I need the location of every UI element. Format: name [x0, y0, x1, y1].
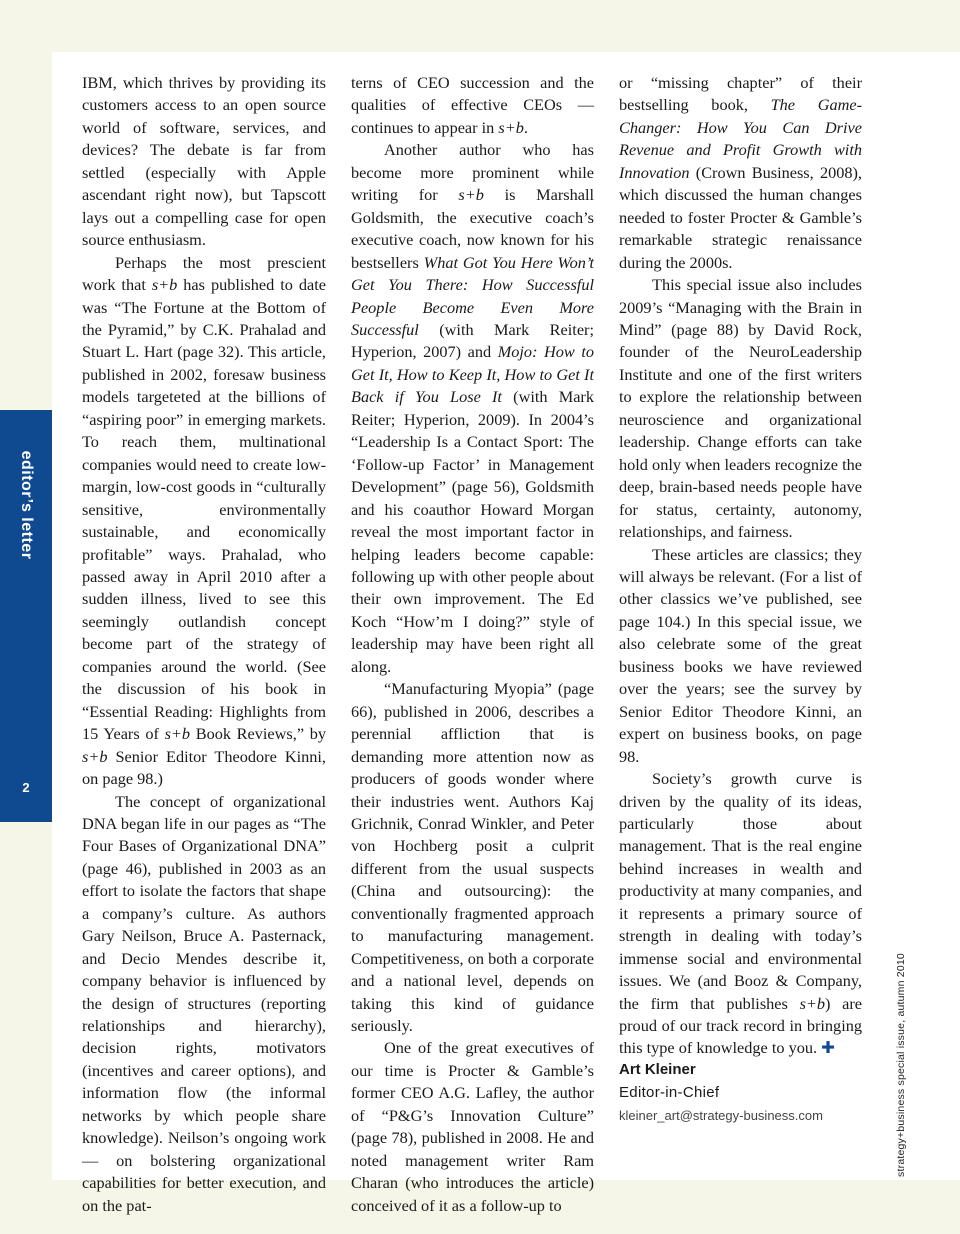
- paragraph: or “missing chapter” of their bestselling book, The Game-Changer: How You Can Drive Revenue and Profit Growth with Innovation (Crown Business, 2008), which discussed the human changes needed to foster Procter & Gamble’s remarkable strategic renaissance during the 2000s.: [619, 73, 862, 272]
- signature-block: [619, 1058, 823, 1128]
- author-name: Art Kleiner: [619, 1061, 696, 1078]
- running-footer: strategy+business special issue, autumn 2010: [895, 953, 907, 1177]
- article-column-2: [351, 72, 594, 1217]
- section-label: editor’s letter: [18, 450, 35, 560]
- paragraph: IBM, which thrives by providing its customers access to an open source world of software, services, and devices? The debate is far from settled (especially with Apple ascendant right now), but Tapscott lays out a compelling case for open source enthusiasm.: [82, 73, 326, 250]
- paragraph: terns of CEO succession and the qualities of effective CEOs — continues to appear in s+b.: [351, 73, 594, 137]
- paragraph: This special issue also includes 2009’s “Managing with the Brain in Mind” (page 88) by David Rock, founder of the NeuroLeadership Institute and one of the first writers to explore the relationship between neuroscience and organizational leadership. Change efforts can take hold only when leaders recognize the deep, brain-based needs people have for status, certainty, autonomy, relationships, and fairness.: [619, 275, 862, 542]
- paragraph: Society’s growth curve is driven by the quality of its ideas, particularly those about management. That is the real engine behind increases in wealth and productivity at many companies, and it represents a primary source of strength in dealing with today’s immense social and environmental issues. We (and Booz & Company, the firm that publishes s+b) are proud of our track record in bringing this type of knowledge to you. ✚: [619, 769, 863, 1058]
- paragraph: The concept of organizational DNA began life in our pages as “The Four Bases of Organizational DNA” (page 46), published in 2003 as an effort to isolate the factors that shape a company’s culture. As authors Gary Neilson, Bruce A. Pasternack, and Decio Mendes describe it, company behavior is influenced by the design of structures (reporting relationships and hierarchy), decision rights, motivators (incentives and career options), and information flow (the informal networks by which people share knowledge). Neilson’s ongoing work — on bolstering organizational capabilities for better execution, and on the pat-: [82, 791, 326, 1215]
- author-title: Editor-in-Chief: [619, 1084, 720, 1101]
- author-email[interactable]: kleiner_art@strategy-business.com: [619, 1108, 823, 1123]
- paragraph: These articles are classics; they will always be relevant. (For a list of other classics we’ve published, see page 104.) In this special issue, we also celebrate some of the great business books we have reviewed over the years; see the survey by Senior Editor Theodore Kinni, an expert on business books, on page 98.: [619, 544, 862, 766]
- end-mark-icon: ✚: [821, 1039, 835, 1058]
- article-column-1: [82, 72, 326, 1217]
- article-column-3: [619, 72, 862, 1060]
- paragraph: Perhaps the most prescient work that s+b has published to date was “The Fortune at the Bottom of the Pyramid,” by C.K. Prahalad and Stuart L. Hart (page 32). This article, published in 2002, foresaw business models targeteted at the billions of “aspiring poor” in emerging markets. To reach them, multinational companies would need to create low-margin, low-cost goods in “culturally sensitive, environmentally sustainable, and economically profitable” ways. Prahalad, who passed away in April 2010 after a sudden illness, lived to see this seemingly outlandish concept become part of the strategy of companies around the world. (See the discussion of his book in “Essential Reading: Highlights from 15 Years of s+b Book Reviews,” by s+b Senior Editor Theodore Kinni, on page 98.): [82, 252, 326, 789]
- paragraph: One of the great executives of our time is Procter & Gamble’s former CEO A.G. Lafley, the author of “P&G’s Innovation Culture” (page 78), published in 2008. He and noted management writer Ram Charan (who introduces the article) conceived of it as a follow-up to: [351, 1038, 594, 1215]
- page-number: 2: [22, 780, 30, 795]
- paragraph: “Manufacturing Myopia” (page 66), published in 2006, describes a perennial affliction that is demanding more attention now as producers of goods wonder where their industries went. Authors Kaj Grichnik, Conrad Winkler, and Peter von Hochberg posit a culprit different from the usual suspects (China and outsourcing): the conventionally fragmented approach to manufacturing management. Competitiveness, on both a corporate and a national level, depends on taking this kind of guidance seriously.: [351, 679, 594, 1036]
- paragraph: Another author who has become more prominent while writing for s+b is Marshall Goldsmith, the executive coach’s executive coach, now known for his bestsellers What Got You Here Won’t Get You There: How Successful People Become Even More Successful (with Mark Reiter; Hyperion, 2007) and Mojo: How to Get It, How to Keep It, How to Get It Back if You Lose It (with Mark Reiter; Hyperion, 2009). In 2004’s “Leadership Is a Contact Sport: The ‘Follow-up Factor’ in Management Development” (page 56), Goldsmith and his coauthor Howard Morgan reveal the most important factor in helping leaders become capable: following up with other people about their own improvement. The Ed Koch “How’m I doing?” style of leadership may have been right all along.: [351, 140, 595, 676]
